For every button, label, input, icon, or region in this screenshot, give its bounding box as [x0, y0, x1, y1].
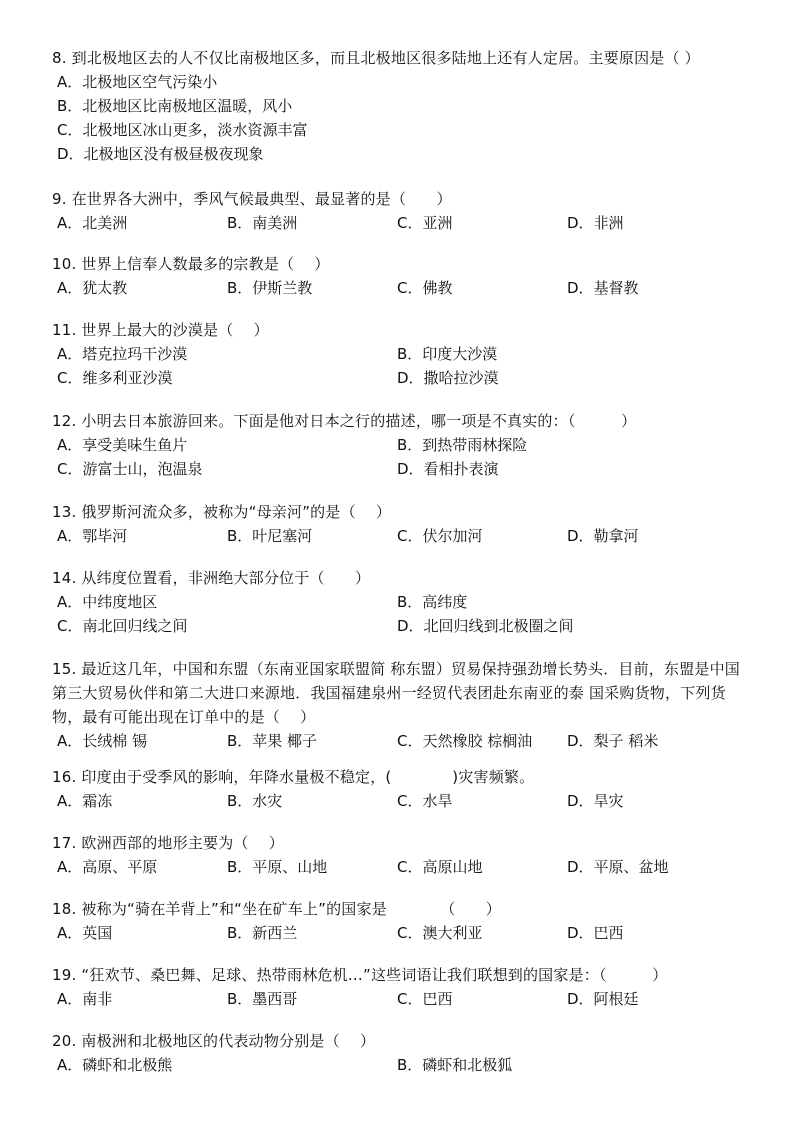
- option-row: [52, 342, 752, 366]
- question-stem: 15. 最近这几年，中国和东盟（东南亚国家联盟简 称东盟）贸易保持强劲增长势头．目前，东盟是中国第三大贸易伙伴和第二大进口来源地．我国福建泉州一经贸代表团赴东南亚的泰 国采购货物，下列货物，最有可能出现在订单中的是（ ）: [52, 660, 740, 726]
- option-b[interactable]: B．水灾: [227, 792, 283, 810]
- option-c[interactable]: C．巴西: [397, 990, 453, 1008]
- option-b[interactable]: B．北极地区比南极地区温暖，风小: [57, 97, 293, 115]
- option-d[interactable]: D．非洲: [567, 214, 624, 232]
- question-stem: 8. 到北极地区去的人不仅比南极地区多，而且北极地区很多陆地上还有人定居。主要原因是（ ）: [52, 49, 700, 67]
- question-stem: 18. 被称为“骑在羊背上”和“坐在矿车上”的国家是 （ ）: [52, 900, 502, 918]
- option-b[interactable]: B．墨西哥: [227, 990, 298, 1008]
- option-a[interactable]: A．中纬度地区: [57, 593, 158, 611]
- question-stem: 12. 小明去日本旅游回来。下面是他对日本之行的描述，哪一项是不真实的：（ ）: [52, 412, 637, 430]
- option-d[interactable]: D．北极地区没有极昼极夜现象: [57, 145, 264, 163]
- question-stem: 19. “狂欢节、桑巴舞、足球、热带雨林危机…”这些词语让我们联想到的国家是：（ ）: [52, 966, 668, 984]
- option-d[interactable]: D．阿根廷: [567, 990, 639, 1008]
- option-row: [52, 70, 752, 94]
- option-row: [52, 366, 752, 390]
- option-c[interactable]: C．伏尔加河: [397, 527, 483, 545]
- option-a[interactable]: A．磷虾和北极熊: [57, 1056, 173, 1074]
- option-c[interactable]: C．游富士山，泡温泉: [57, 460, 203, 478]
- option-a[interactable]: A．南非: [57, 990, 113, 1008]
- question-stem: 20. 南极洲和北极地区的代表动物分别是（ ）: [52, 1032, 376, 1050]
- option-d[interactable]: D．梨子 稻米: [567, 732, 659, 750]
- option-row: [52, 524, 752, 548]
- option-a[interactable]: A．北美洲: [57, 214, 128, 232]
- option-b[interactable]: B．高纬度: [397, 593, 468, 611]
- option-row: [52, 590, 752, 614]
- option-a[interactable]: A．霜冻: [57, 792, 113, 810]
- question-14: [52, 566, 752, 638]
- question-9: [52, 187, 752, 235]
- option-b[interactable]: B．新西兰: [227, 924, 298, 942]
- option-c[interactable]: C．天然橡胶 棕榈油: [397, 732, 533, 750]
- option-c[interactable]: C．维多利亚沙漠: [57, 369, 173, 387]
- option-row: [52, 211, 752, 235]
- question-17: [52, 831, 752, 879]
- option-row: [52, 276, 752, 300]
- option-c[interactable]: C．水旱: [397, 792, 453, 810]
- question-13: [52, 500, 752, 548]
- option-a[interactable]: A．北极地区空气污染小: [57, 73, 218, 91]
- option-b[interactable]: B．磷虾和北极狐: [397, 1056, 513, 1074]
- option-row: [52, 94, 752, 118]
- option-a[interactable]: A．塔克拉玛干沙漠: [57, 345, 188, 363]
- option-d[interactable]: D．基督教: [567, 279, 639, 297]
- option-row: [52, 855, 752, 879]
- option-b[interactable]: B．伊斯兰教: [227, 279, 313, 297]
- option-row: [52, 614, 752, 638]
- option-row: [52, 1053, 752, 1077]
- question-stem: 13. 俄罗斯河流众多，被称为“母亲河”的是（ ）: [52, 503, 392, 521]
- question-20: [52, 1029, 752, 1077]
- option-row: [52, 142, 752, 166]
- question-11: [52, 318, 752, 390]
- option-d[interactable]: D．平原、盆地: [567, 858, 669, 876]
- question-stem: 17. 欧洲西部的地形主要为（ ）: [52, 834, 284, 852]
- option-b[interactable]: B．叶尼塞河: [227, 527, 313, 545]
- option-row: [52, 433, 752, 457]
- option-d[interactable]: D．北回归线到北极圈之间: [397, 617, 574, 635]
- question-stem: 9. 在世界各大洲中，季风气候最典型、最显著的是（ ）: [52, 190, 452, 208]
- option-row: [52, 118, 752, 142]
- option-a[interactable]: A．享受美味生鱼片: [57, 436, 188, 454]
- option-a[interactable]: A．鄂毕河: [57, 527, 128, 545]
- option-b[interactable]: B．平原、山地: [227, 858, 328, 876]
- option-d[interactable]: D．撒哈拉沙漠: [397, 369, 499, 387]
- option-c[interactable]: C．北极地区冰山更多，淡水资源丰富: [57, 121, 308, 139]
- question-19: [52, 963, 752, 1011]
- option-d[interactable]: D．巴西: [567, 924, 624, 942]
- option-row: [52, 921, 752, 945]
- option-a[interactable]: A．犹太教: [57, 279, 128, 297]
- question-stem: 16. 印度由于受季风的影响，年降水量极不稳定，( )灾害频繁。: [52, 768, 535, 786]
- option-a[interactable]: A．高原、平原: [57, 858, 158, 876]
- option-b[interactable]: B．到热带雨林探险: [397, 436, 528, 454]
- question-10: [52, 252, 752, 300]
- question-stem: 11. 世界上最大的沙漠是（ ）: [52, 321, 269, 339]
- option-row: [52, 457, 752, 481]
- option-c[interactable]: C．澳大利亚: [397, 924, 483, 942]
- option-b[interactable]: B．南美洲: [227, 214, 298, 232]
- option-b[interactable]: B．印度大沙漠: [397, 345, 498, 363]
- question-12: [52, 409, 752, 481]
- option-c[interactable]: C．亚洲: [397, 214, 453, 232]
- option-c[interactable]: C．高原山地: [397, 858, 483, 876]
- option-row: [52, 729, 752, 753]
- option-a[interactable]: A．英国: [57, 924, 113, 942]
- option-row: [52, 987, 752, 1011]
- question-15: [52, 657, 752, 753]
- question-16: [52, 765, 752, 813]
- option-row: [52, 789, 752, 813]
- option-d[interactable]: D．看相扑表演: [397, 460, 499, 478]
- question-stem: 14. 从纬度位置看，非洲绝大部分位于（ ）: [52, 569, 371, 587]
- option-c[interactable]: C．南北回归线之间: [57, 617, 188, 635]
- option-c[interactable]: C．佛教: [397, 279, 453, 297]
- question-18: [52, 897, 752, 945]
- option-b[interactable]: B．苹果 椰子: [227, 732, 318, 750]
- option-d[interactable]: D．旱灾: [567, 792, 624, 810]
- option-a[interactable]: A．长绒棉 锡: [57, 732, 148, 750]
- question-stem: 10. 世界上信奉人数最多的宗教是（ ）: [52, 255, 330, 273]
- option-d[interactable]: D．勒拿河: [567, 527, 639, 545]
- question-8: [52, 46, 752, 166]
